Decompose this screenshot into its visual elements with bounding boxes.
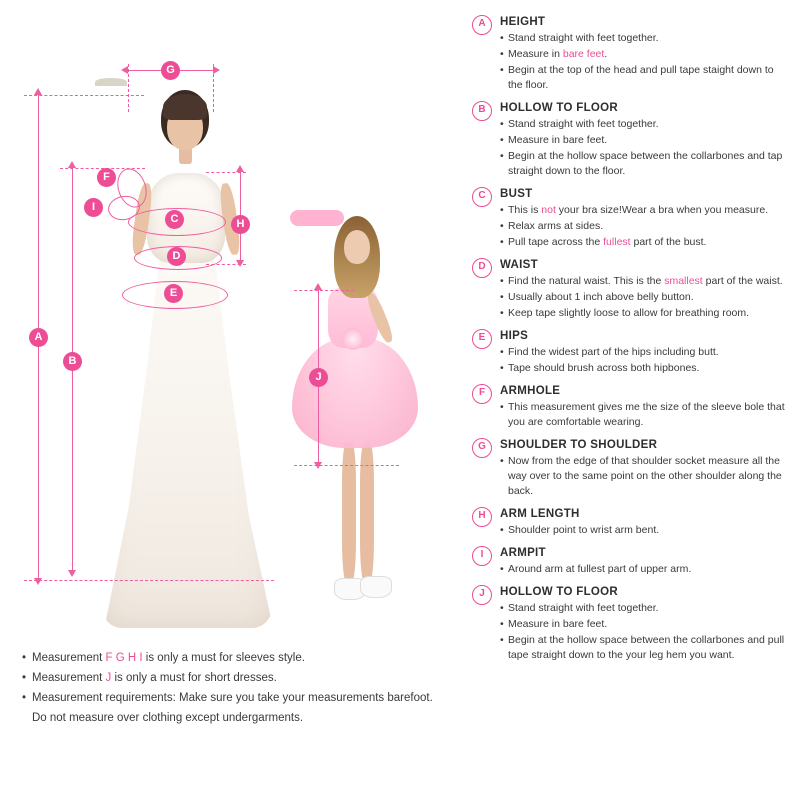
instruction-block-shoulder-to-shoulder [472, 437, 797, 499]
instruction-block-waist [472, 257, 797, 321]
instruction-title-bust: BUST [500, 188, 533, 200]
badge-h: H [231, 215, 250, 234]
instruction-item [500, 235, 797, 250]
instruction-title-height: HEIGHT [500, 16, 546, 28]
badge-j: J [309, 368, 328, 387]
instruction-text: Keep tape slightly loose to allow for breathing room. [508, 307, 750, 319]
instruction-item [500, 633, 797, 663]
instruction-text: Stand straight with feet together. [508, 32, 659, 44]
bridesmaid-right-shoe [360, 576, 392, 598]
instruction-badge-e: E [472, 329, 492, 349]
instruction-title-hollow-to-floor: HOLLOW TO FLOOR [500, 102, 618, 114]
instruction-item [500, 149, 797, 179]
instruction-highlight: smallest [664, 275, 703, 287]
arm-arrow-top-h [236, 165, 244, 172]
instruction-item [500, 219, 797, 234]
instruction-text: Measure in bare feet. [508, 134, 608, 146]
instruction-text-cont: straight down to the floor. [508, 165, 626, 177]
hollow-arrow-bottom-b [68, 570, 76, 577]
footer-note-1-pre: Measurement [32, 652, 106, 664]
instruction-item [500, 400, 797, 430]
bridesmaid-face [344, 230, 370, 264]
instruction-text-after: part of the bust. [630, 236, 707, 248]
instruction-title-hips: HIPS [500, 330, 529, 342]
instruction-badge-j: J [472, 585, 492, 605]
instruction-badge-g: G [472, 438, 492, 458]
instruction-item [500, 306, 797, 321]
bride-hair-front [163, 94, 207, 120]
bridesmaid-left-leg [342, 442, 356, 582]
badge-g: G [161, 61, 180, 80]
instruction-item [500, 203, 797, 218]
instruction-item [500, 290, 797, 305]
instruction-text: Shoulder point to wrist arm bent. [508, 524, 660, 536]
instruction-text-cont: tape straight down to the your leg hem you want. [508, 649, 735, 661]
hollow-arrow-top-b [68, 161, 76, 168]
instruction-text: Relax arms at sides. [508, 220, 604, 232]
footer-note-3-pre: Measurement requirements: Make sure you take your measurements barefoot. [32, 692, 433, 704]
instruction-highlight: bare feet [562, 48, 605, 60]
bridesmaid-figure-illustration [290, 210, 420, 630]
instruction-title-armhole: ARMHOLE [500, 385, 561, 397]
bride-tiara [95, 78, 127, 86]
bridesmaid-right-leg [360, 442, 374, 582]
instruction-text: This measurement gives me the size of the sleeve bole that [508, 401, 785, 413]
instruction-text-after: part of the waist. [702, 275, 783, 287]
instruction-block-arm-length [472, 506, 797, 538]
instruction-title-shoulder-to-shoulder: SHOULDER TO SHOULDER [500, 439, 658, 451]
hem-arrow-bottom-j [314, 462, 322, 469]
instruction-block-armhole [472, 383, 797, 430]
instruction-text: Stand straight with feet together. [508, 118, 659, 130]
instruction-item [500, 617, 797, 632]
instruction-block-hips [472, 328, 797, 376]
hem-arrow-top-j [314, 283, 322, 290]
badge-f: F [97, 168, 116, 187]
instruction-text-cont: the floor. [508, 79, 549, 91]
hem-dash-top-j [294, 290, 354, 291]
arm-arrow-bottom-h [236, 260, 244, 267]
footer-note-2-letters: J [105, 672, 112, 684]
instruction-text: Find the widest part of the hips including butt. [508, 346, 719, 358]
badge-e: E [164, 284, 183, 303]
instruction-badge-c: C [472, 187, 492, 207]
shoulder-dash-left-g [128, 64, 129, 112]
instruction-text: Pull tape across the [508, 236, 604, 248]
instruction-badge-f: F [472, 384, 492, 404]
instruction-text: Now from the edge of that shoulder socket measure all the [508, 455, 780, 467]
badge-a: A [29, 328, 48, 347]
badge-d: D [167, 247, 186, 266]
instruction-text-after: your bra size!Wear a bra when you measure. [555, 204, 769, 216]
footer-note-3 [22, 688, 442, 708]
instruction-item [500, 361, 797, 376]
instruction-item [500, 454, 797, 499]
instruction-title-armpit: ARMPIT [500, 547, 546, 559]
instruction-text: Begin at the hollow space between the collarbones and tap [508, 150, 783, 162]
instruction-item [500, 133, 797, 148]
instruction-block-hollow-to-floor-short [472, 584, 797, 663]
instruction-item [500, 117, 797, 132]
badge-c: C [165, 210, 184, 229]
instruction-item [500, 63, 797, 93]
instruction-item [500, 274, 797, 289]
instruction-text-cont: you are comfortable wearing. [508, 416, 644, 428]
instruction-item [500, 345, 797, 360]
instruction-badge-d: D [472, 258, 492, 278]
instruction-block-hollow-to-floor [472, 100, 797, 179]
instruction-item [500, 601, 797, 616]
footer-note-2-pre: Measurement [32, 672, 106, 684]
bride-figure-illustration [95, 78, 280, 633]
instruction-list [472, 14, 797, 670]
instruction-text: Around arm at fullest part of upper arm. [508, 563, 692, 575]
instruction-badge-b: B [472, 101, 492, 121]
height-arrow-top-a [34, 88, 42, 95]
height-arrow-bottom-a [34, 578, 42, 585]
instruction-item [500, 47, 797, 62]
instruction-title-hollow-to-floor-short: HOLLOW TO FLOOR [500, 586, 618, 598]
shoulder-arrow-right-g [213, 66, 220, 74]
instruction-block-bust [472, 186, 797, 250]
footer-note-2-post: is only a must for short dresses. [111, 672, 277, 684]
bridesmaid-flower [342, 328, 364, 350]
instruction-text: Find the natural waist. This is the [508, 275, 665, 287]
instruction-item [500, 523, 797, 538]
instruction-item [500, 562, 797, 577]
instruction-text-cont: way over to the same point on the other shoulder along the [508, 470, 782, 482]
bridesmaid-sash [290, 210, 344, 226]
instruction-text: Measure in [508, 48, 563, 60]
instruction-text: Stand straight with feet together. [508, 602, 659, 614]
instruction-text: Begin at the top of the head and pull tape staight down to [508, 64, 774, 76]
instruction-badge-h: H [472, 507, 492, 527]
instruction-badge-i: I [472, 546, 492, 566]
shoulder-arrow-left-g [121, 66, 128, 74]
footer-notes [22, 648, 442, 728]
bridesmaid-skirt [292, 338, 418, 448]
height-dash-top-a [24, 95, 144, 96]
instruction-text: Measure in bare feet. [508, 618, 608, 630]
instruction-badge-a: A [472, 15, 492, 35]
badge-b: B [63, 352, 82, 371]
footer-note-1-post: is only a must for sleeves style. [142, 652, 305, 664]
instruction-item [500, 31, 797, 46]
badge-i: I [84, 198, 103, 217]
instruction-text-after: . [604, 48, 608, 60]
instruction-text: Usually about 1 inch above belly button. [508, 291, 694, 303]
footer-note-3-line2: Do not measure over clothing except undergarments. [32, 712, 304, 724]
footer-note-1-letters: F G H I [105, 652, 143, 664]
instruction-block-height [472, 14, 797, 93]
instruction-title-arm-length: ARM LENGTH [500, 508, 580, 520]
instruction-title-waist: WAIST [500, 259, 538, 271]
instruction-block-armpit [472, 545, 797, 577]
instruction-text: Begin at the hollow space between the collarbones and pull [508, 634, 785, 646]
footer-note-2 [22, 668, 442, 688]
hem-dash-bottom-j [294, 465, 399, 466]
instruction-text: This is [508, 204, 542, 216]
height-dash-bottom-a [24, 580, 274, 581]
instruction-text: Tape should brush across both hipbones. [508, 362, 700, 374]
instruction-highlight: not [541, 204, 556, 216]
footer-note-1 [22, 648, 442, 668]
instruction-text-cont2: back. [508, 485, 534, 497]
instruction-highlight: fullest [603, 236, 631, 248]
